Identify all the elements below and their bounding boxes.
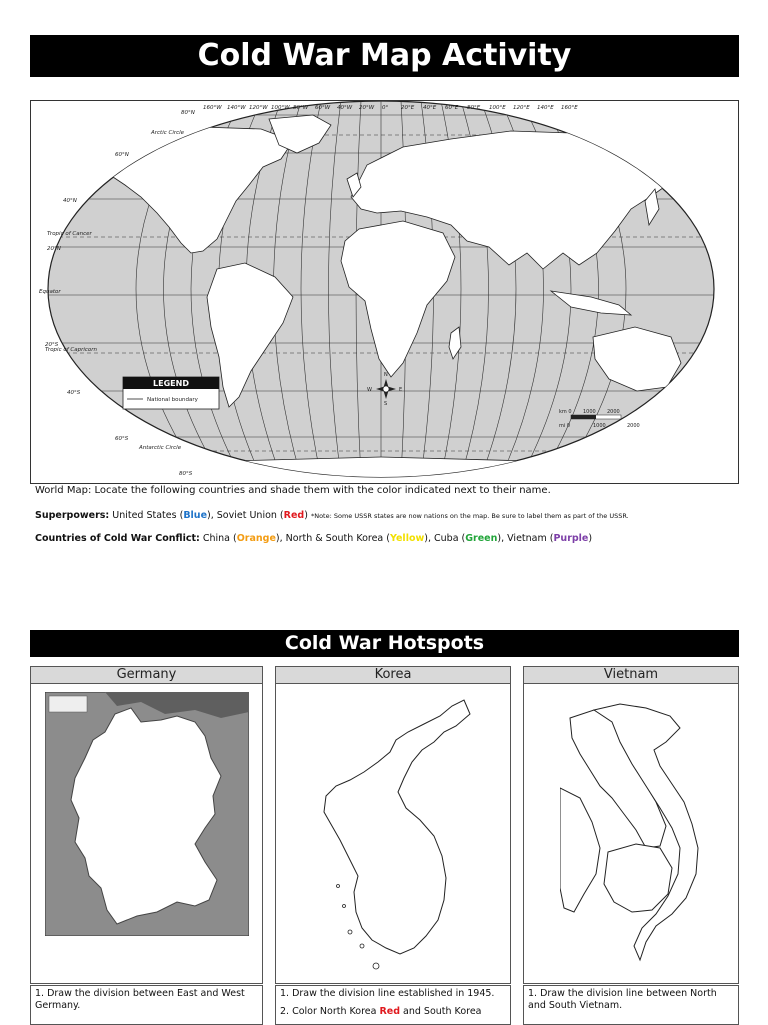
instructions-line-1 — [35, 485, 551, 496]
lat-label: 80°S — [179, 471, 193, 477]
cuba-text: ), Cuba ( — [424, 533, 466, 544]
vietnam-panel — [523, 684, 739, 984]
scale-km-2: 2000 — [607, 409, 620, 415]
world-map — [30, 100, 739, 484]
superpowers-label: Superpowers: — [35, 510, 110, 521]
korea-task-2-red: Red — [379, 1006, 401, 1017]
legend-title: LEGEND — [153, 379, 189, 388]
hotspots-title: Cold War Hotspots — [30, 630, 739, 657]
antarctica — [31, 457, 739, 484]
instructions-conflict — [35, 533, 592, 544]
lon-label: 120°W — [249, 105, 268, 111]
korea-map — [316, 696, 472, 976]
korea-shape — [324, 700, 470, 954]
color-blue: Blue — [183, 510, 208, 521]
korea-panel — [275, 684, 511, 984]
color-yellow: Yellow — [389, 533, 425, 544]
scale-mi-1: 1000 — [593, 423, 606, 429]
korea-task-2-post: and South Korea — [400, 1006, 482, 1017]
lon-label: 160°E — [561, 105, 578, 111]
color-green: Green — [465, 533, 498, 544]
lon-label: 120°E — [513, 105, 530, 111]
scale-km-1: 1000 — [583, 409, 596, 415]
lon-label: 80°E — [467, 105, 481, 111]
korea-task-2-pre: 2. Color North Korea — [280, 1006, 380, 1017]
lat-label: Antarctic Circle — [139, 445, 182, 451]
world-map-svg — [31, 101, 739, 484]
germany-header: Germany — [30, 666, 263, 684]
us-text: United States ( — [112, 510, 184, 521]
lat-label: 40°N — [63, 198, 77, 204]
germany-map — [45, 692, 249, 936]
lat-label: Tropic of Capricorn — [45, 347, 98, 353]
thailand-edge — [560, 788, 600, 912]
germany-task-1: 1. Draw the division between East and West Germany. — [35, 988, 245, 1011]
lat-label: 40°S — [67, 390, 81, 396]
scale-km: km 0 — [559, 409, 572, 415]
conflict-end: ) — [588, 533, 593, 544]
new-zealand — [693, 389, 707, 421]
color-red: Red — [283, 510, 305, 521]
scale-mi-2: 2000 — [627, 423, 640, 429]
lat-label: Arctic Circle — [151, 130, 185, 136]
ussr-note: *Note: Some USSR states are now nations on the map. Be sure to label them as part of the USSR. — [310, 512, 629, 520]
color-purple: Purple — [553, 533, 589, 544]
lon-label: 60°W — [315, 105, 331, 111]
vietnam-task-1: 1. Draw the division line between North and South Vietnam. — [528, 988, 717, 1011]
ussr-text: ), Soviet Union ( — [207, 510, 284, 521]
lon-label: 20°W — [359, 105, 375, 111]
vietnam-text: ), Vietnam ( — [497, 533, 554, 544]
lat-label: 80°N — [181, 110, 195, 116]
lon-label: 140°W — [227, 105, 246, 111]
korea-task-1: 1. Draw the division line established in 1945. — [280, 988, 495, 999]
lat-label: 60°N — [115, 152, 129, 158]
lon-label: 40°W — [337, 105, 353, 111]
instructions-superpowers — [35, 510, 629, 521]
lon-label: 160°W — [203, 105, 222, 111]
legend-item: National boundary — [147, 397, 198, 403]
lon-label: 60°E — [445, 105, 459, 111]
instructions-text: World Map: Locate the following countries and shade them with the color indicated next to their name. — [35, 485, 551, 496]
map-inset-label — [49, 696, 87, 712]
lat-label: 20°N — [47, 246, 61, 252]
compass-e: E — [399, 387, 403, 393]
lon-label: 0° — [382, 105, 389, 111]
page-title: Cold War Map Activity — [30, 35, 739, 77]
lat-label: Tropic of Cancer — [47, 231, 92, 237]
lon-label: 20°E — [401, 105, 415, 111]
vietnam-task — [523, 985, 739, 1025]
lat-label: 20°S — [45, 342, 59, 348]
lon-label: 140°E — [537, 105, 554, 111]
china-text: China ( — [202, 533, 237, 544]
korea-header: Korea — [275, 666, 511, 684]
korea-task-2 — [280, 1006, 506, 1018]
lon-label: 100°W — [271, 105, 290, 111]
color-orange: Orange — [236, 533, 276, 544]
ussr-end: ) — [304, 510, 308, 521]
lat-label: 60°S — [115, 436, 129, 442]
map-legend — [123, 377, 219, 409]
lon-label: 100°E — [489, 105, 506, 111]
compass-w: W — [367, 387, 372, 393]
korea-text: ), North & South Korea ( — [275, 533, 390, 544]
vietnam-map — [560, 698, 710, 968]
compass-n: N — [384, 372, 388, 378]
conflict-label: Countries of Cold War Conflict: — [35, 533, 200, 544]
compass-s: S — [384, 401, 388, 407]
lon-label: 40°E — [423, 105, 437, 111]
germany-panel — [30, 684, 263, 984]
vietnam-header: Vietnam — [523, 666, 739, 684]
scale-mi: mi 0 — [559, 423, 571, 429]
cambodia-shape — [604, 844, 672, 912]
lon-label: 80°W — [293, 105, 309, 111]
germany-task — [30, 985, 263, 1025]
lat-label: Equator — [39, 289, 61, 295]
korea-task — [275, 985, 511, 1025]
